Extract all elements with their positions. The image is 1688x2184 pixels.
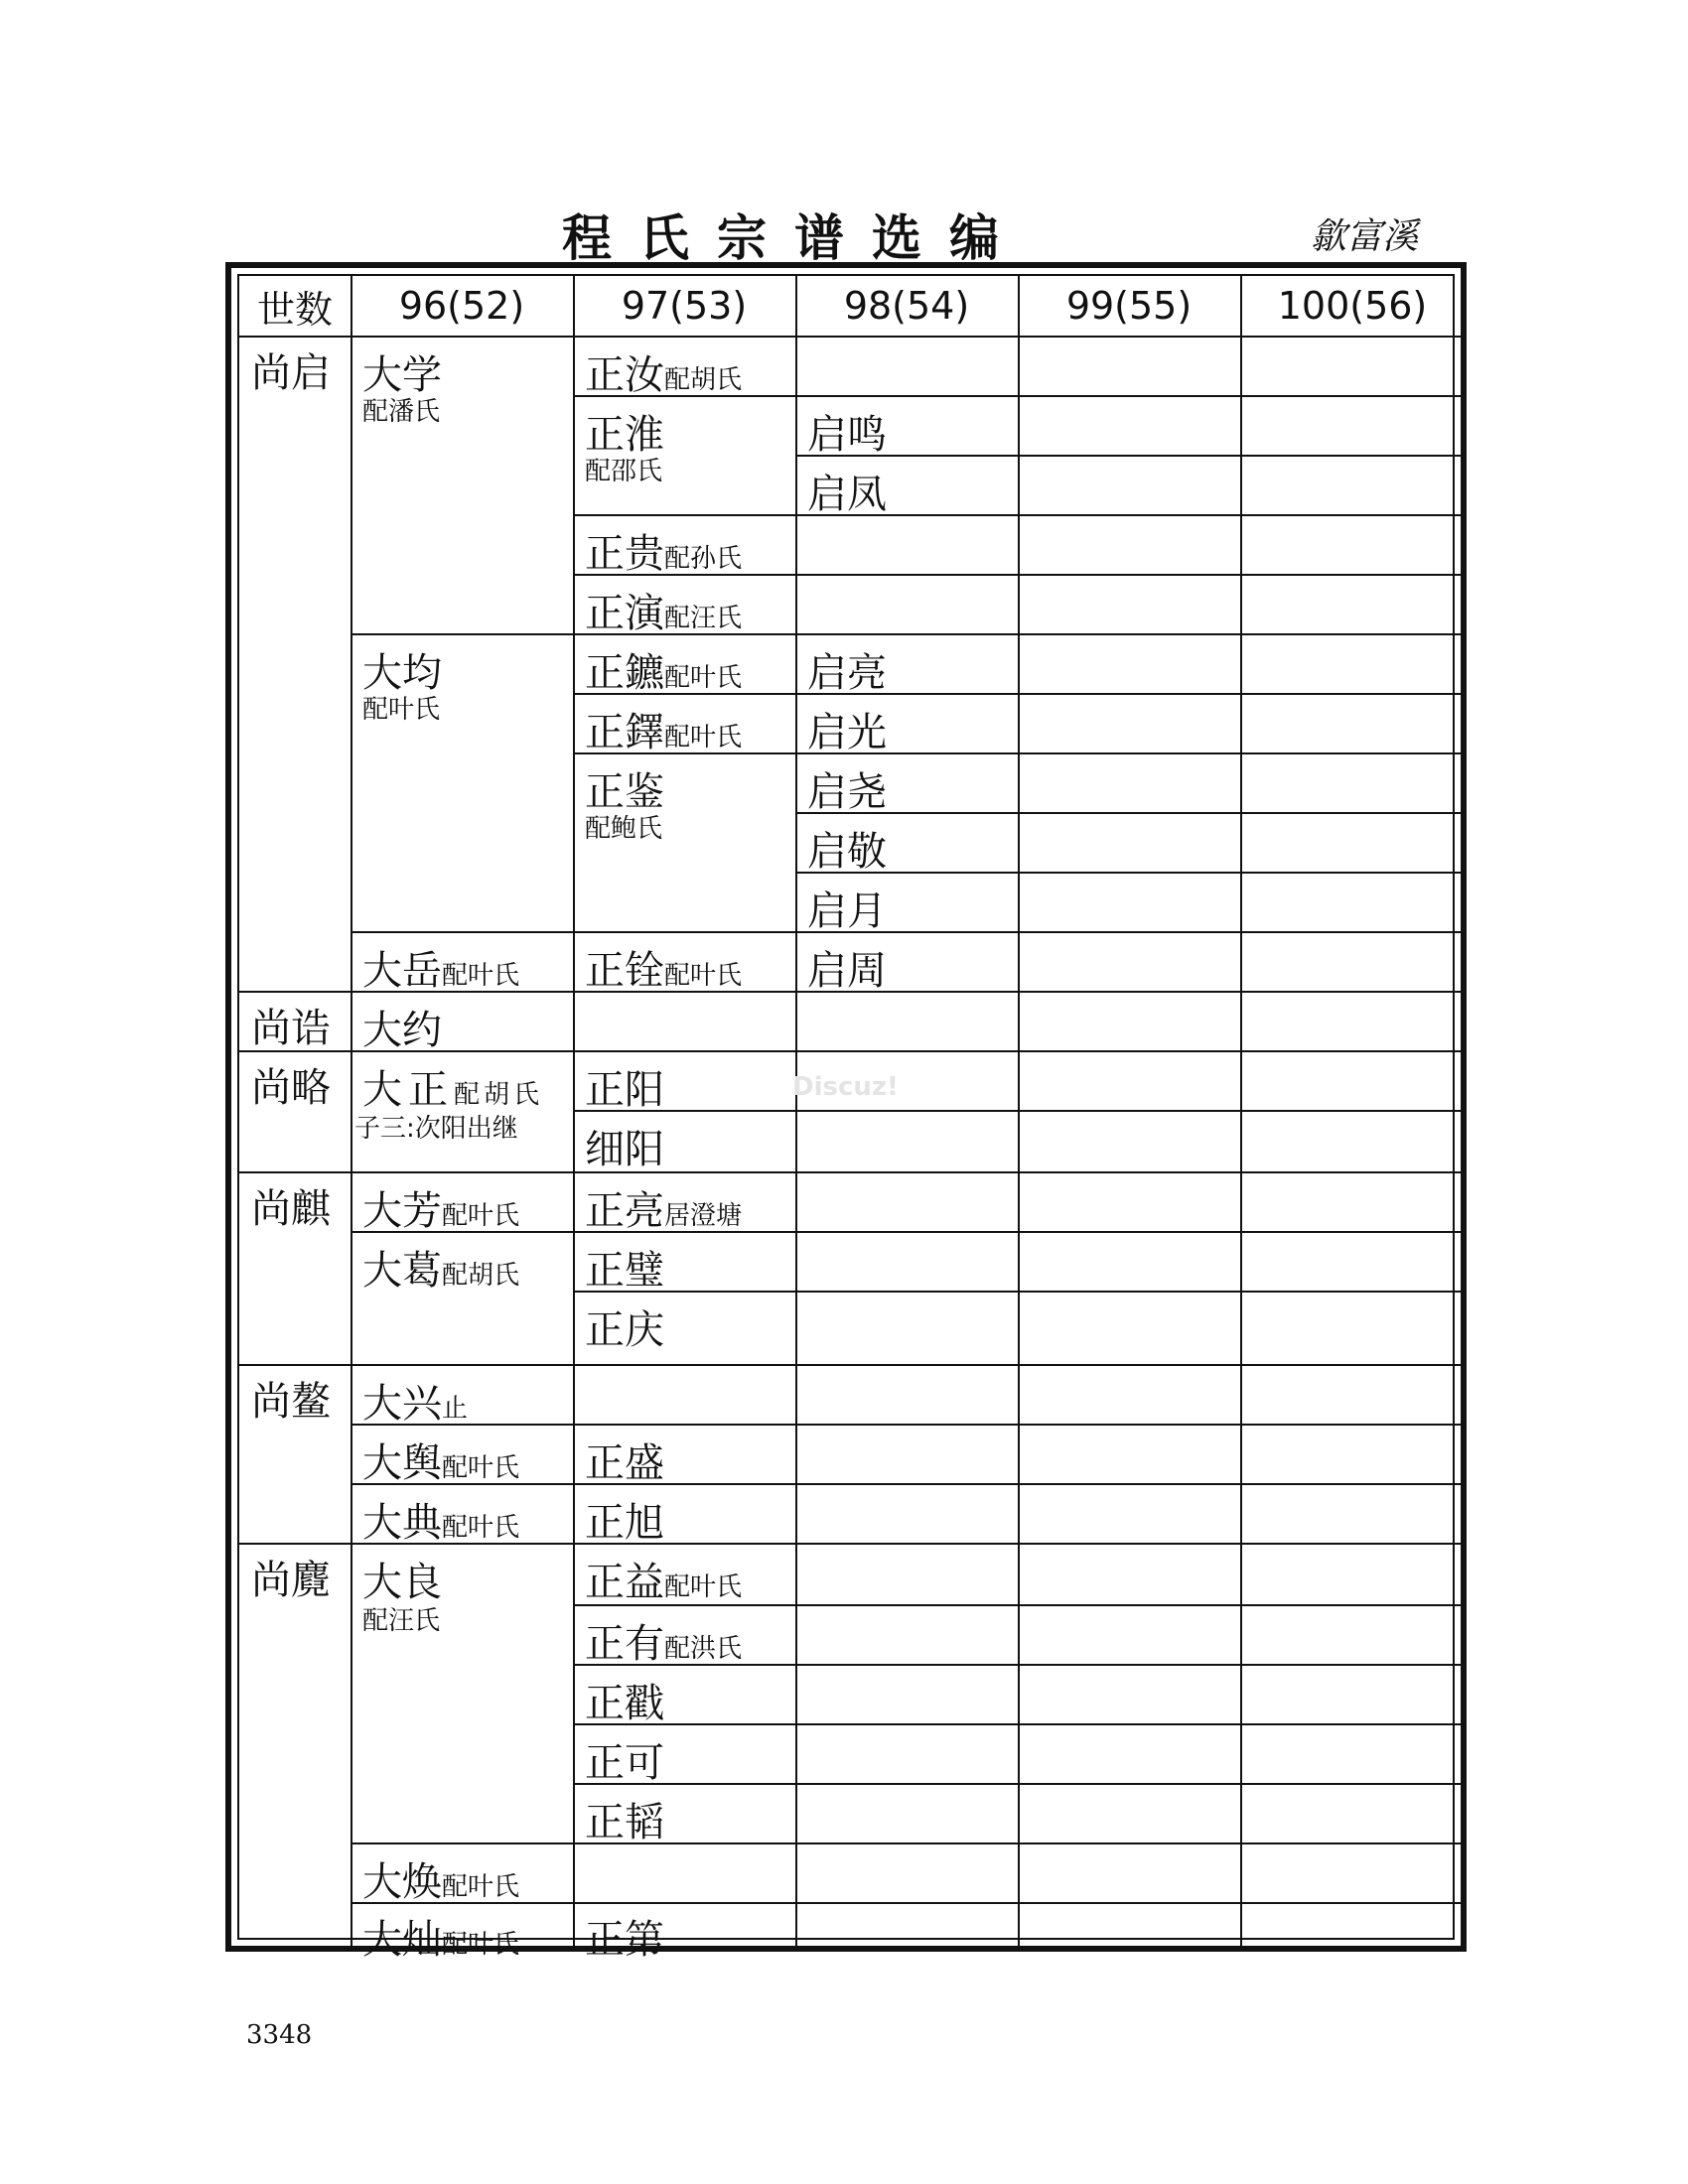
column-line (573, 276, 575, 1950)
person-name: 正鐸 (585, 710, 664, 755)
header-gen-99: 99(55) (1065, 284, 1193, 328)
person-name: 正铨 (585, 948, 664, 994)
person-name: 大岳 (362, 948, 442, 994)
person-entry (585, 641, 742, 698)
person-name: 启光 (807, 710, 887, 755)
person-name: 正阳 (585, 1067, 664, 1113)
watermark: Discuz! (792, 1072, 899, 1102)
column-line (1018, 276, 1020, 1950)
person-name: 正贵 (585, 531, 664, 577)
person-name: 大舆 (362, 1440, 442, 1486)
person-entry (585, 939, 742, 996)
header-generation: 世数 (256, 287, 333, 332)
row-line (239, 1364, 1465, 1366)
spouse-note: 配叶氏 (664, 961, 743, 991)
row-line (573, 1783, 1465, 1785)
spouse-note: 配汪氏 (362, 1606, 441, 1636)
row-line (239, 336, 1465, 338)
header-gen-98: 98(54) (843, 284, 970, 328)
person-name: 大典 (362, 1500, 442, 1546)
row-line (573, 1723, 1465, 1725)
ancestor-name: 尚麑 (251, 1558, 331, 1603)
column-line (795, 276, 797, 1950)
person-name: 正淮 (585, 412, 664, 458)
person-entry (362, 1179, 519, 1236)
column-line (351, 276, 352, 1950)
spouse-note: 配叶氏 (442, 961, 520, 991)
spouse-note: 配鲍氏 (585, 814, 663, 844)
person-name: 正盛 (585, 1440, 664, 1486)
spouse-note: 配叶氏 (664, 723, 743, 752)
ancestor-name: 尚诰 (251, 1006, 331, 1051)
person-entry (585, 522, 742, 579)
person-entry (362, 1239, 519, 1296)
ancestor-name: 尚启 (251, 350, 331, 396)
column-line (1240, 276, 1242, 1950)
row-line (573, 514, 1465, 516)
person-entry (585, 1551, 742, 1607)
person-entry (362, 1850, 519, 1907)
spouse-note: 配叶氏 (664, 1572, 743, 1602)
person-name: 大焕 (362, 1859, 442, 1905)
person-name: 大兴 (362, 1381, 442, 1427)
person-name: 正第 (585, 1917, 664, 1963)
descendant-note: 子三:次阳出继 (354, 1114, 518, 1144)
spouse-note: 配叶氏 (442, 1453, 520, 1483)
ancestor-name: 尚略 (251, 1065, 331, 1111)
person-name: 大均 (362, 650, 442, 696)
person-name: 正韬 (585, 1800, 664, 1845)
spouse-note: 配洪氏 (664, 1634, 743, 1664)
person-name: 启鸣 (807, 412, 887, 458)
row-line (795, 872, 1465, 874)
genealogy-table (237, 274, 1455, 1963)
branch-subtitle: 歙富溪 (1311, 216, 1419, 257)
row-line (351, 633, 1465, 635)
person-name: 启月 (807, 888, 887, 934)
person-name: 正鉴 (585, 769, 664, 815)
person-name: 正可 (585, 1740, 664, 1786)
row-line (351, 931, 1465, 933)
person-entry (585, 1612, 742, 1669)
person-name: 大学 (362, 352, 442, 398)
header-gen-97: 97(53) (621, 284, 748, 328)
person-entry (585, 582, 742, 638)
person-name: 启敬 (807, 829, 887, 875)
person-name: 大约 (362, 1008, 442, 1053)
row-line (573, 1291, 1465, 1293)
person-name: 正亮 (585, 1188, 664, 1234)
status-note: 止 (442, 1394, 469, 1424)
row-line (351, 1424, 1465, 1426)
person-name: 大葛 (362, 1248, 442, 1294)
person-name: 正庆 (585, 1307, 664, 1353)
person-name: 正汝 (585, 352, 664, 398)
spouse-note: 配胡氏 (664, 365, 743, 395)
person-name: 大灿 (362, 1917, 442, 1963)
spouse-note: 配胡氏 (454, 1080, 544, 1110)
spouse-note: 配叶氏 (442, 1930, 520, 1960)
person-name: 启凤 (807, 472, 887, 517)
person-name: 正戳 (585, 1681, 664, 1726)
person-entry (585, 701, 742, 757)
person-name: 启亮 (807, 650, 887, 696)
row-line (795, 812, 1465, 814)
person-name: 正有 (585, 1621, 664, 1667)
person-name: 大正 (362, 1067, 454, 1113)
row-line (239, 1171, 1465, 1173)
row-line (795, 455, 1465, 457)
page-title: 程氏宗谱选编 (562, 208, 1027, 267)
spouse-note: 配汪氏 (664, 604, 743, 633)
person-name: 细阳 (585, 1127, 664, 1172)
row-line (573, 1110, 1465, 1112)
person-name: 启尧 (807, 769, 887, 815)
spouse-note: 配叶氏 (664, 663, 743, 693)
residence-note: 居澄塘 (664, 1201, 743, 1231)
person-name: 正旭 (585, 1500, 664, 1546)
spouse-note: 配胡氏 (442, 1261, 520, 1291)
person-name: 大良 (362, 1560, 442, 1605)
person-entry (362, 939, 519, 996)
header-gen-100: 100(56) (1277, 284, 1428, 328)
spouse-note: 配潘氏 (362, 397, 441, 427)
person-name: 正益 (585, 1560, 664, 1605)
person-entry (362, 1372, 468, 1429)
person-entry (585, 343, 742, 400)
person-entry (362, 1432, 519, 1488)
person-name: 正鑣 (585, 650, 664, 696)
spouse-note: 配叶氏 (362, 695, 441, 725)
spouse-note: 配叶氏 (442, 1201, 520, 1231)
person-entry (362, 1491, 519, 1548)
ancestor-name: 尚麒 (251, 1186, 331, 1232)
person-name: 正演 (585, 591, 664, 636)
spouse-note: 配叶氏 (442, 1513, 520, 1543)
spouse-note: 配叶氏 (442, 1872, 520, 1902)
person-name: 正璧 (585, 1248, 664, 1294)
person-entry (362, 1908, 519, 1965)
person-entry (362, 1058, 543, 1115)
person-name: 启周 (807, 948, 887, 994)
spouse-note: 配孙氏 (664, 544, 743, 574)
row-line (351, 1843, 1465, 1844)
person-name: 大芳 (362, 1188, 442, 1234)
spouse-note: 配邵氏 (585, 457, 663, 486)
page-number: 3348 (246, 2020, 313, 2050)
ancestor-name: 尚鳌 (251, 1379, 331, 1425)
header-gen-96: 96(52) (398, 284, 525, 328)
genealogy-table-frame (225, 262, 1467, 1963)
person-entry (585, 1179, 742, 1236)
